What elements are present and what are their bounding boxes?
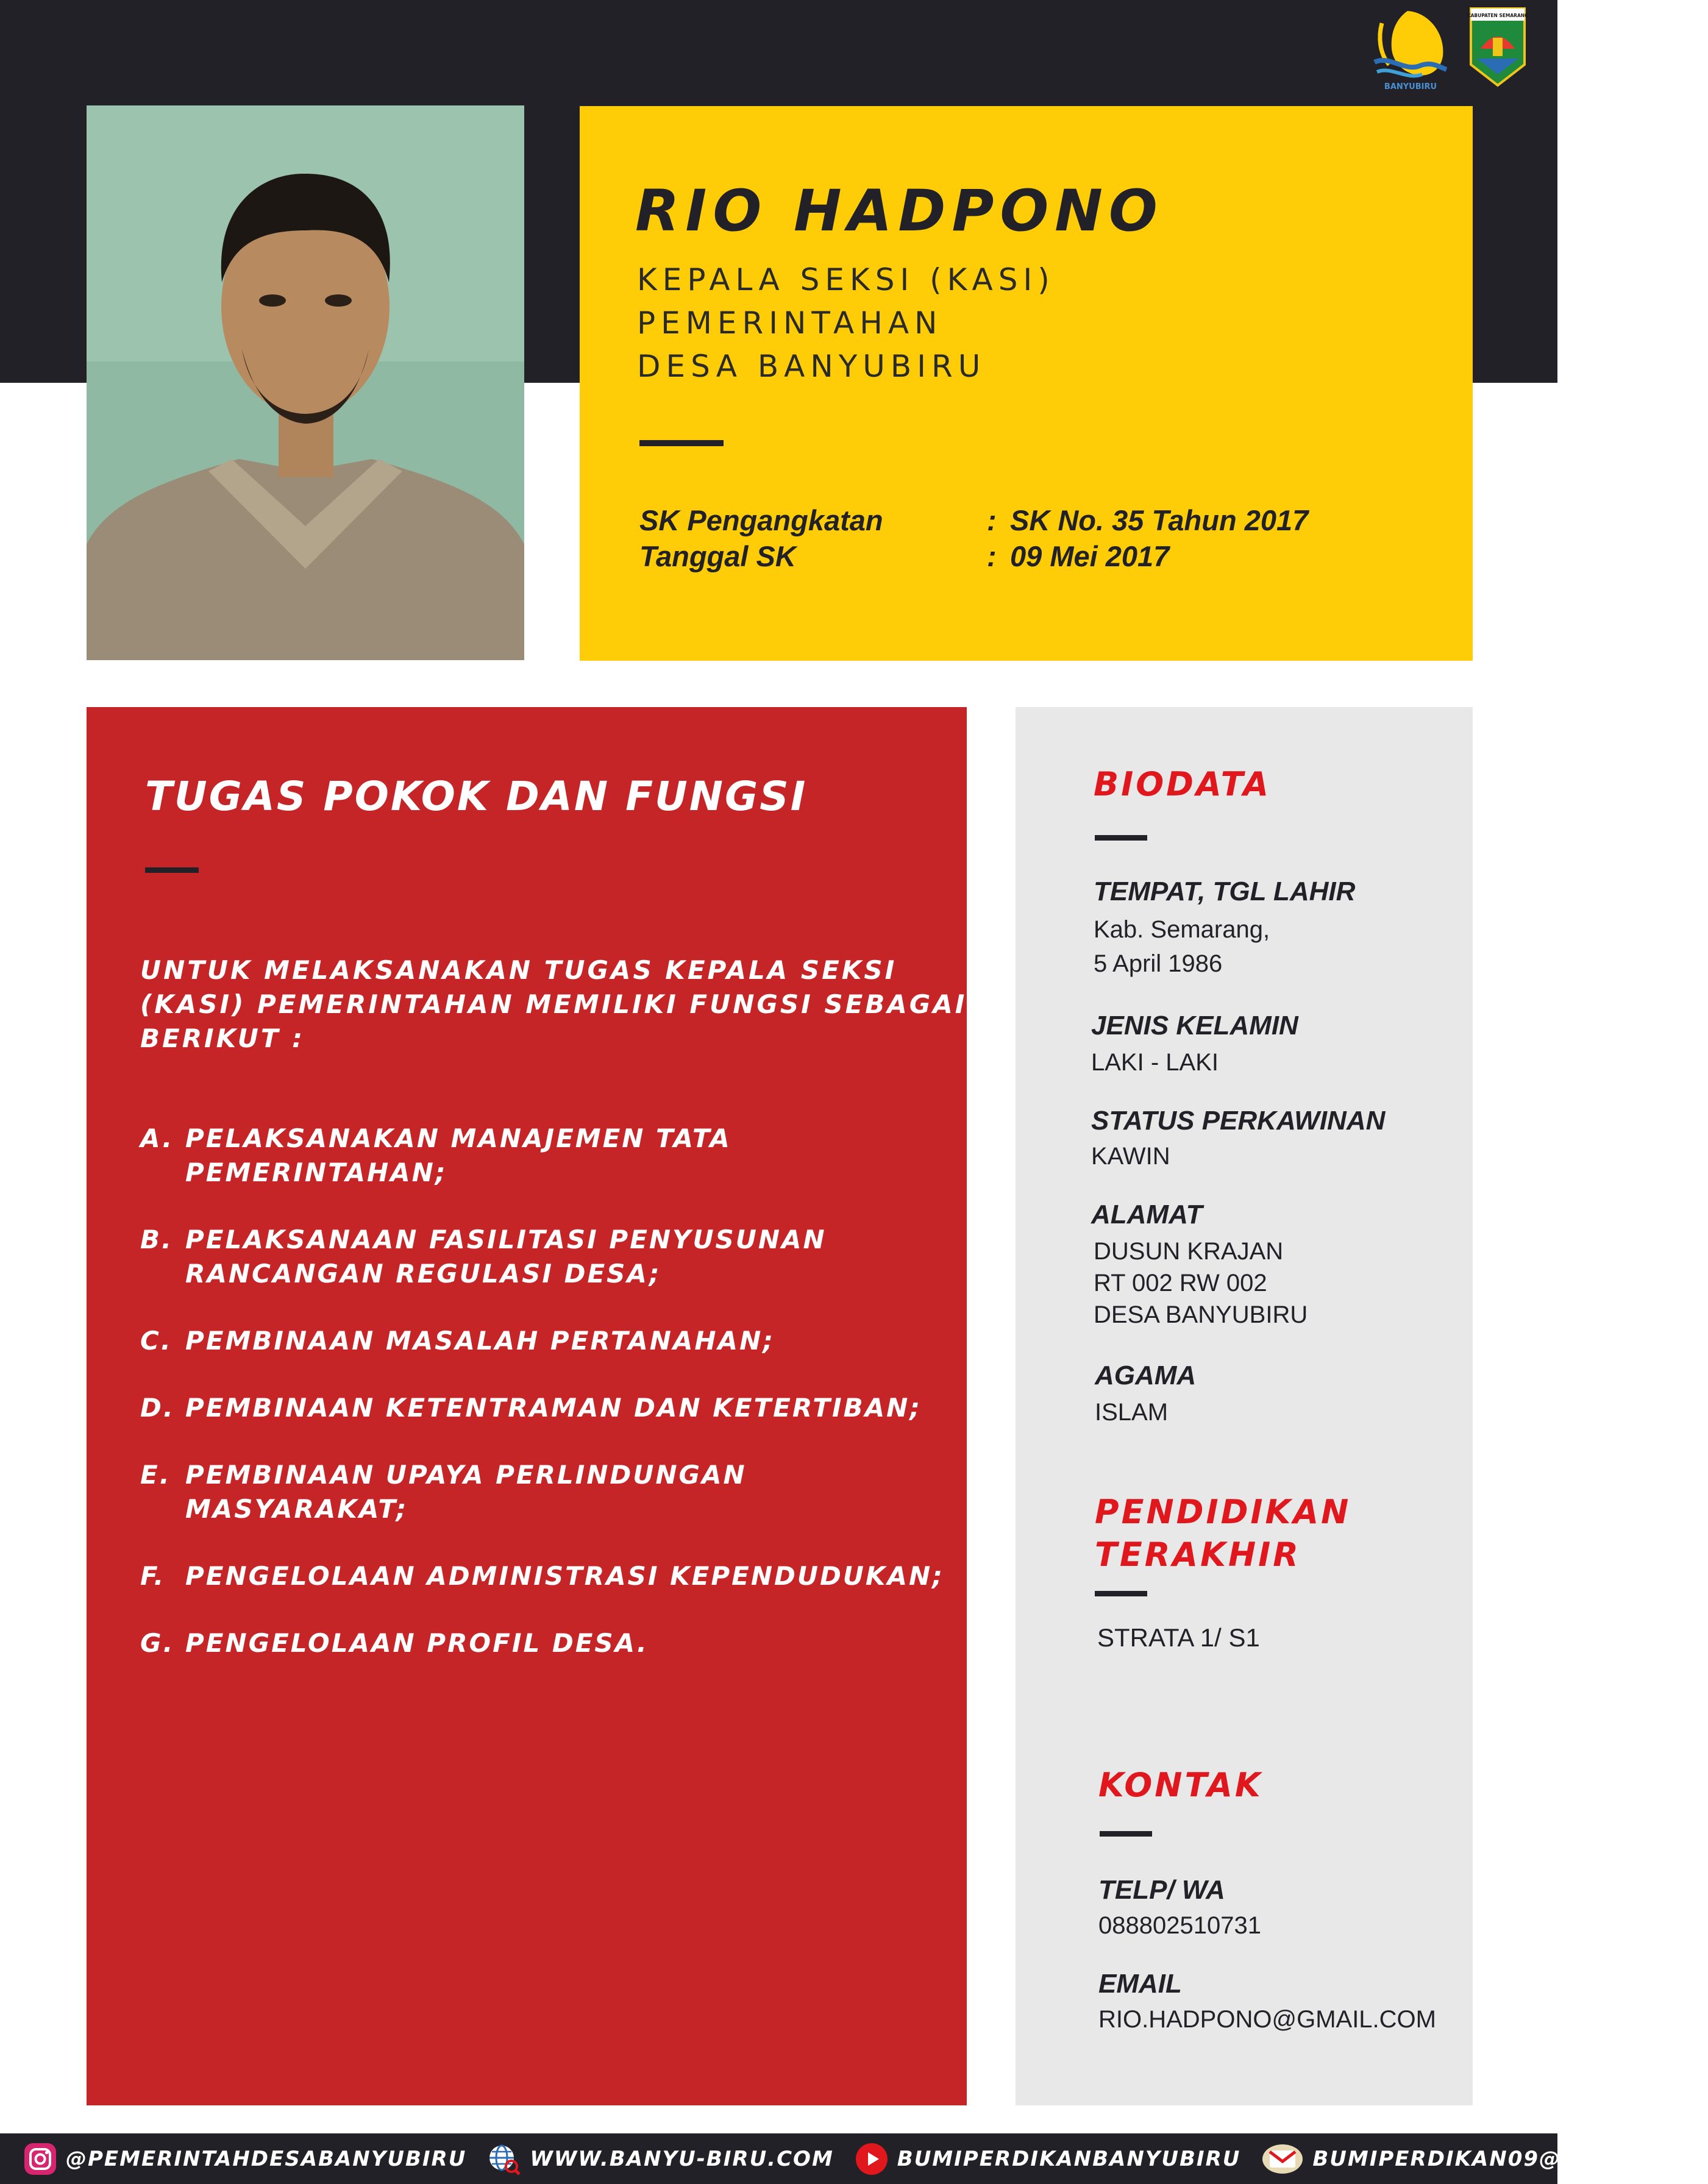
sk-label: SK Pengangkatan bbox=[639, 504, 883, 536]
appointment-info bbox=[639, 502, 1308, 574]
youtube-channel: BUMIPERDIKANBANYUBIRU bbox=[897, 2146, 1241, 2171]
instagram-icon bbox=[23, 2142, 57, 2176]
education-title-line: TERAKHIR bbox=[1095, 1535, 1301, 1574]
item-text: PEMBINAAN UPAYA PERLINDUNGAN MASYARAKAT; bbox=[185, 1460, 747, 1524]
phone-label: TELP/ WA bbox=[1098, 1875, 1225, 1905]
instagram-handle: @PEMERINTAHDESABANYUBIRU bbox=[66, 2146, 467, 2171]
item-text: PELAKSANAKAN MANAJEMEN TATA PEMERINTAHAN; bbox=[185, 1123, 731, 1187]
gmail-icon bbox=[1261, 2142, 1304, 2176]
intro-line: (KASI) PEMERINTAHAN MEMILIKI FUNGSI SEBAGAI bbox=[140, 989, 967, 1019]
divider bbox=[1095, 835, 1147, 841]
address-label: ALAMAT bbox=[1091, 1200, 1203, 1229]
list-item bbox=[140, 1559, 957, 1593]
contact-email: BUMIPERDIKAN09@GMAIL.COM bbox=[1312, 2146, 1708, 2171]
marital-label: STATUS PERKAWINAN bbox=[1091, 1106, 1386, 1136]
colon: : bbox=[987, 540, 997, 572]
item-text: PENGELOLAAN PROFIL DESA. bbox=[185, 1628, 649, 1658]
email-value: RIO.HADPONO@GMAIL.COM bbox=[1098, 2006, 1436, 2033]
list-item bbox=[140, 1324, 957, 1358]
banyubiru-logo bbox=[1371, 6, 1450, 98]
duties-panel bbox=[87, 707, 967, 2105]
colon: : bbox=[987, 504, 997, 536]
education-value: STRATA 1/ S1 bbox=[1097, 1623, 1260, 1652]
item-text: PEMBINAAN MASALAH PERTANAHAN; bbox=[185, 1326, 775, 1356]
sk-value: 09 Mei 2017 bbox=[1010, 540, 1170, 572]
gender-value: LAKI - LAKI bbox=[1091, 1049, 1219, 1076]
religion-label: AGAMA bbox=[1095, 1361, 1197, 1390]
intro-line: UNTUK MELAKSANAKAN TUGAS KEPALA SEKSI bbox=[140, 955, 897, 985]
profile-photo bbox=[87, 105, 524, 660]
biodata-panel bbox=[1016, 707, 1473, 2105]
item-letter: A. bbox=[140, 1123, 174, 1153]
position-line: DESA BANYUBIRU bbox=[637, 349, 986, 384]
list-item bbox=[140, 1122, 957, 1190]
position-line: KEPALA SEKSI (KASI) bbox=[637, 262, 1055, 297]
sk-date-row bbox=[639, 538, 1308, 574]
intro-line: BERIKUT : bbox=[140, 1023, 305, 1053]
religion-value: ISLAM bbox=[1095, 1399, 1169, 1426]
address-line: RT 002 RW 002 bbox=[1094, 1270, 1267, 1297]
item-text: PEMBINAAN KETENTRAMAN DAN KETERTIBAN; bbox=[185, 1393, 922, 1423]
item-text: PELAKSANAAN FASILITASI PENYUSUNAN RANCANGAN REGULASI DESA; bbox=[185, 1225, 827, 1289]
address-line: DESA BANYUBIRU bbox=[1094, 1301, 1308, 1328]
item-letter: D. bbox=[140, 1393, 175, 1423]
footer-website[interactable] bbox=[487, 2142, 833, 2176]
header-logos bbox=[1371, 6, 1527, 98]
divider bbox=[1095, 1591, 1147, 1596]
kabupaten-semarang-logo bbox=[1468, 6, 1527, 88]
footer-bar bbox=[0, 2133, 1708, 2184]
profile-header-card bbox=[580, 106, 1473, 661]
contact-title: KONTAK bbox=[1098, 1766, 1263, 1804]
item-letter: G. bbox=[140, 1628, 175, 1658]
footer-instagram[interactable] bbox=[23, 2142, 466, 2176]
address-line: DUSUN KRAJAN bbox=[1094, 1238, 1284, 1265]
biodata-title: BIODATA bbox=[1094, 765, 1272, 803]
duties-list bbox=[140, 1122, 957, 1693]
position-title bbox=[637, 258, 1055, 388]
birth-place: Kab. Semarang, bbox=[1094, 916, 1270, 943]
item-letter: E. bbox=[140, 1460, 171, 1490]
list-item bbox=[140, 1391, 957, 1425]
sk-number-row bbox=[639, 502, 1308, 538]
svg-text:BANYUBIRU: BANYUBIRU bbox=[1384, 82, 1437, 91]
email-label: EMAIL bbox=[1098, 1969, 1182, 1999]
divider bbox=[1100, 1831, 1152, 1837]
item-text: PENGELOLAAN ADMINISTRASI KEPENDUDUKAN; bbox=[185, 1561, 944, 1591]
birth-date: 5 April 1986 bbox=[1094, 950, 1223, 977]
education-title-line: PENDIDIKAN bbox=[1095, 1493, 1351, 1531]
divider bbox=[639, 440, 724, 446]
birth-label: TEMPAT, TGL LAHIR bbox=[1094, 877, 1356, 906]
gender-label: JENIS KELAMIN bbox=[1091, 1011, 1298, 1040]
duties-intro bbox=[140, 953, 967, 1056]
item-letter: B. bbox=[140, 1225, 173, 1254]
item-letter: F. bbox=[140, 1561, 166, 1591]
footer-email[interactable] bbox=[1261, 2142, 1708, 2176]
svg-text:KABUPATEN SEMARANG: KABUPATEN SEMARANG bbox=[1467, 13, 1529, 18]
phone-value: 088802510731 bbox=[1098, 1912, 1261, 1939]
list-item bbox=[140, 1223, 957, 1291]
duties-title: TUGAS POKOK DAN FUNGSI bbox=[145, 773, 808, 820]
youtube-icon bbox=[855, 2142, 889, 2176]
marital-value: KAWIN bbox=[1091, 1143, 1170, 1170]
footer-youtube[interactable] bbox=[855, 2142, 1241, 2176]
position-line: PEMERINTAHAN bbox=[637, 305, 943, 341]
item-letter: C. bbox=[140, 1326, 173, 1356]
divider bbox=[145, 867, 199, 873]
sk-label: Tanggal SK bbox=[639, 540, 796, 572]
website-url: WWW.BANYU-BIRU.COM bbox=[530, 2146, 834, 2171]
globe-icon bbox=[487, 2142, 521, 2176]
list-item bbox=[140, 1626, 957, 1660]
person-name: RIO HADPONO bbox=[635, 178, 1164, 244]
list-item bbox=[140, 1458, 957, 1526]
sk-value: SK No. 35 Tahun 2017 bbox=[1010, 504, 1309, 536]
